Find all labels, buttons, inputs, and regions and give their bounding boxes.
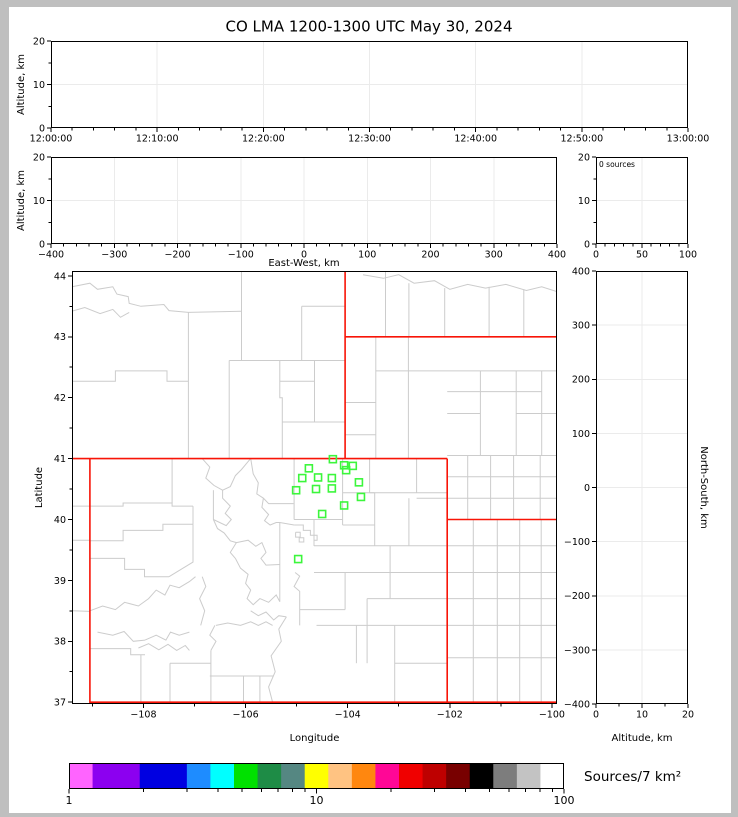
colorbar-segment [328, 763, 352, 789]
histogram-xtick-label: 50 [635, 249, 649, 261]
ew-height-xtick-label: −300 [101, 249, 128, 261]
ns-height-ytick-label: 400 [571, 266, 590, 278]
colorbar-segment [258, 763, 282, 789]
histogram-ytick-label: 10 [577, 195, 590, 207]
ew-height-xtick-label: −400 [37, 249, 65, 261]
ns-height-ytick-label: −300 [563, 645, 590, 657]
map-ytick-label: 44 [53, 271, 66, 283]
ns-height-ytick-label: 0 [583, 482, 590, 494]
ns-height-xtick-label: 10 [635, 709, 649, 721]
time-height-xtick-label: 12:20:00 [241, 133, 285, 145]
colorbar-segment [446, 763, 470, 789]
map-ytick-label: 38 [53, 636, 66, 648]
colorbar-segment [210, 763, 234, 789]
figure-title: CO LMA 1200-1300 UTC May 30, 2024 [225, 17, 513, 36]
map-ytick-label: 39 [53, 575, 66, 587]
map-xtick-label: −108 [130, 709, 157, 721]
ew-height-xtick-label: 0 [300, 249, 308, 261]
time-height-xtick-label: 12:50:00 [560, 133, 604, 145]
ew-height-ytick-label: 20 [32, 152, 45, 164]
ew-height-ylabel: Altitude, km [16, 170, 27, 231]
ew-height-xlabel: East-West, km [268, 258, 340, 269]
colorbar-tick-label: 10 [309, 794, 324, 807]
map-xtick-label: −102 [436, 709, 463, 721]
colorbar-segment [187, 763, 211, 789]
colorbar-segment [140, 763, 188, 789]
time-height-xtick-label: 12:40:00 [454, 133, 498, 145]
colorbar-segment [470, 763, 494, 789]
colorbar-segment [423, 763, 447, 789]
ew-height-xtick-label: 400 [547, 249, 567, 261]
ns-height-xtick-label: 0 [592, 709, 600, 721]
time-height-xtick-label: 13:00:00 [666, 133, 710, 145]
colorbar-segment [493, 763, 517, 789]
colorbar-segment [517, 763, 541, 789]
colorbar-segment [399, 763, 423, 789]
ns-height-ytick-label: 300 [571, 320, 590, 332]
time-height-ytick-label: 0 [38, 123, 45, 135]
map-panel-area [72, 271, 557, 704]
plot-layer [9, 7, 731, 813]
colorbar-segment [352, 763, 376, 789]
ew-height-xtick-label: 200 [421, 249, 440, 261]
colorbar-segment [281, 763, 305, 789]
ns-height-ytick-label: 200 [571, 374, 590, 386]
ew-height-xtick-label: 300 [484, 249, 503, 261]
colorbar-segment [234, 763, 258, 789]
map-ylabel: Latitude [34, 466, 45, 509]
ns-height-ylabel: North-South, km [698, 446, 709, 529]
colorbar-segment [93, 763, 141, 789]
histogram-xtick-label: 0 [592, 249, 600, 261]
map-ytick-label: 42 [53, 393, 66, 405]
histogram-xtick-label: 100 [678, 249, 698, 261]
colorbar-tick-label: 100 [553, 794, 575, 807]
colorbar-label: Sources/7 km² [584, 769, 682, 785]
colorbar-segment [69, 763, 93, 789]
ew-height-xtick-label: −200 [164, 249, 191, 261]
colorbar-tick-label: 1 [65, 794, 73, 807]
map-ytick-label: 37 [53, 697, 66, 709]
map-xtick-label: −100 [538, 709, 565, 721]
ns-height-xtick-label: 20 [681, 709, 695, 721]
ns-height-xlabel: Altitude, km [611, 733, 673, 744]
ew-height-ytick-label: 0 [38, 239, 45, 251]
map-ytick-label: 41 [53, 453, 66, 465]
map-ytick-label: 40 [53, 514, 66, 526]
map-xlabel: Longitude [289, 733, 340, 744]
ew-height-xtick-label: −100 [227, 249, 254, 261]
map-ytick-label: 43 [53, 332, 66, 344]
time-height-xtick-label: 12:30:00 [348, 133, 391, 145]
histogram-annotation: 0 sources [599, 160, 635, 169]
histogram-ytick-label: 0 [583, 239, 590, 251]
county-boundary [72, 611, 90, 612]
ns-height-ytick-label: −400 [563, 699, 590, 711]
histogram-ytick-label: 20 [577, 152, 590, 164]
ns-height-ytick-label: 100 [571, 428, 590, 440]
time-height-xtick-label: 12:00:00 [29, 133, 73, 145]
time-height-xtick-label: 12:10:00 [135, 133, 179, 145]
time-height-ylabel: Altitude, km [16, 54, 27, 115]
colorbar-segment [375, 763, 399, 789]
colorbar-segment [540, 763, 564, 789]
ew-height-ytick-label: 10 [32, 195, 45, 207]
time-height-ytick-label: 10 [32, 79, 45, 91]
map-xtick-label: −104 [334, 709, 361, 721]
ns-height-ytick-label: −100 [563, 537, 590, 549]
time-height-ytick-label: 20 [32, 36, 45, 48]
ew-height-xtick-label: 100 [358, 249, 377, 261]
map-xtick-label: −106 [232, 709, 259, 721]
colorbar-segment [305, 763, 329, 789]
ns-height-ytick-label: −200 [563, 591, 590, 603]
